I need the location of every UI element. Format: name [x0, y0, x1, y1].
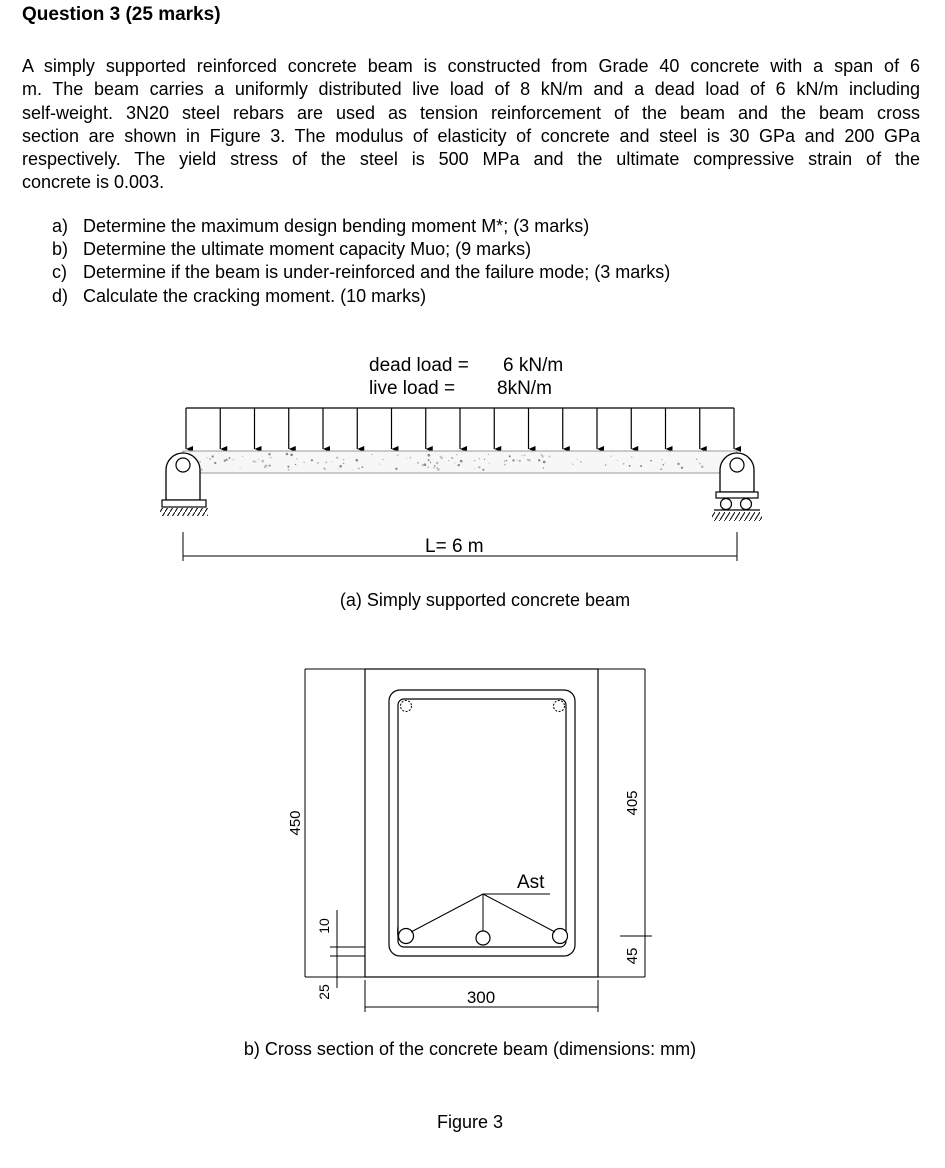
concrete-speckle	[379, 464, 380, 465]
concrete-speckle	[454, 462, 455, 463]
concrete-speckle	[701, 465, 704, 468]
tension-bar-right	[553, 929, 568, 944]
question-title: Question 3 (25 marks)	[22, 4, 221, 25]
concrete-speckle	[214, 462, 216, 464]
concrete-speckle	[681, 467, 683, 469]
concrete-speckle	[522, 455, 523, 456]
concrete-speckle	[548, 456, 550, 458]
concrete-speckle	[517, 460, 518, 461]
concrete-speckle	[336, 457, 338, 459]
dead-load-value: 6 kN/m	[503, 355, 564, 376]
concrete-speckle	[541, 455, 543, 457]
concrete-speckle	[270, 457, 272, 459]
concrete-speckle	[355, 459, 358, 462]
height-label: 450	[287, 810, 304, 836]
concrete-speckle	[430, 462, 431, 463]
concrete-speckle	[353, 469, 354, 470]
concrete-speckle	[303, 462, 305, 464]
concrete-speckle	[504, 461, 505, 462]
figure-label: Figure 3	[436, 1112, 504, 1132]
concrete-speckle	[474, 460, 475, 461]
beam-body	[183, 451, 737, 473]
concrete-speckle	[661, 459, 662, 460]
top-bar-right	[554, 701, 565, 712]
paragraph-line: m. The beam carries a uniformly distributed live load of 8 kN/m and a dead load of 6 kN/m including	[22, 79, 920, 100]
part-label: a)	[52, 216, 69, 236]
concrete-speckle	[343, 463, 344, 464]
concrete-speckle	[296, 458, 297, 459]
paragraph-line: section are shown in Figure 3. The modulus of elasticity of concrete and steel is 30 GPa and 200 GPa	[22, 125, 920, 146]
concrete-speckle	[524, 455, 526, 457]
concrete-speckle	[434, 465, 436, 467]
concrete-speckle	[295, 464, 296, 465]
concrete-speckle	[610, 456, 611, 457]
concrete-speckle	[528, 459, 531, 462]
concrete-speckle	[331, 461, 332, 462]
concrete-speckle	[699, 463, 701, 465]
concrete-speckle	[382, 459, 383, 460]
concrete-speckle	[698, 462, 699, 463]
concrete-speckle	[540, 454, 541, 455]
ast-label: Ast	[517, 872, 545, 893]
concrete-speckle	[436, 462, 439, 465]
concrete-speckle	[509, 455, 511, 457]
concrete-speckle	[209, 458, 211, 460]
concrete-speckle	[543, 461, 546, 464]
concrete-speckle	[395, 468, 397, 470]
part-text: Calculate the cracking moment. (10 marks)	[83, 285, 427, 306]
concrete-speckle	[422, 464, 424, 466]
concrete-speckle	[199, 461, 201, 463]
concrete-speckle	[229, 457, 231, 459]
concrete-speckle	[441, 457, 443, 459]
concrete-speckle	[460, 460, 463, 463]
concrete-speckle	[358, 467, 360, 469]
concrete-speckle	[206, 457, 207, 458]
concrete-speckle	[361, 466, 363, 468]
paragraph-line: self-weight. 3N20 steel rebars are used as tension reinforcement of the beam and the beam cross	[22, 102, 920, 123]
concrete-speckle	[538, 459, 540, 461]
concrete-speckle	[629, 465, 631, 467]
concrete-speckle	[317, 462, 319, 464]
cover-centroid-label: 45	[624, 947, 641, 965]
concrete-speckle	[428, 459, 430, 461]
concrete-speckle	[371, 454, 372, 455]
udl-arrows	[186, 408, 734, 449]
beam-caption: (a) Simply supported concrete beam	[339, 590, 631, 610]
part-label: d)	[52, 285, 69, 306]
concrete-speckle	[456, 454, 458, 456]
concrete-speckle	[512, 459, 514, 461]
concrete-speckle	[253, 460, 255, 462]
paragraph-line: respectively. The yield stress of the steel is 500 MPa and the ultimate compressive strain of the	[22, 149, 920, 170]
concrete-speckle	[650, 460, 652, 462]
effective-depth-label: 405	[624, 790, 641, 816]
concrete-speckle	[474, 469, 475, 470]
concrete-speckle	[343, 459, 345, 461]
concrete-speckle	[397, 454, 399, 456]
concrete-speckle	[660, 468, 662, 470]
part-label: c)	[52, 262, 67, 283]
paragraph-line: concrete is 0.003.	[22, 172, 165, 193]
part-text: Determine the maximum design bending moment M*; (3 marks)	[83, 216, 590, 236]
concrete-speckle	[664, 463, 665, 464]
concrete-speckle	[677, 463, 679, 465]
concrete-speckle	[324, 468, 325, 469]
concrete-speckle	[572, 463, 573, 464]
concrete-speckle	[631, 456, 633, 458]
concrete-speckle	[478, 466, 481, 469]
dead-load-label: dead load =	[369, 355, 469, 376]
concrete-speckle	[261, 460, 264, 463]
concrete-speckle	[448, 460, 449, 461]
concrete-speckle	[255, 461, 257, 463]
tension-bar-left	[399, 929, 414, 944]
width-label: 300	[466, 988, 496, 1007]
tension-bar-middle	[476, 931, 490, 945]
part-text: Determine if the beam is under-reinforced and the failure mode; (3 marks)	[83, 262, 671, 283]
concrete-speckle	[290, 453, 293, 456]
section-caption: b) Cross section of the concrete beam (dimensions: mm)	[243, 1039, 697, 1059]
concrete-speckle	[576, 459, 577, 460]
concrete-speckle	[662, 464, 664, 466]
concrete-speckle	[696, 458, 698, 460]
concrete-speckle	[288, 469, 290, 471]
live-load-label: live load =	[369, 378, 456, 399]
concrete-speckle	[258, 459, 259, 460]
concrete-speckle	[427, 466, 429, 468]
concrete-speckle	[580, 461, 581, 462]
concrete-speckle	[269, 465, 271, 467]
concrete-speckle	[286, 453, 289, 456]
concrete-speckle	[224, 459, 226, 461]
concrete-speckle	[339, 465, 342, 468]
concrete-speckle	[240, 468, 241, 469]
concrete-speckle	[482, 469, 484, 471]
concrete-speckle	[437, 468, 440, 471]
concrete-speckle	[504, 464, 506, 466]
concrete-speckle	[287, 466, 289, 468]
concrete-speckle	[311, 459, 313, 461]
concrete-speckle	[325, 461, 327, 463]
concrete-speckle	[640, 465, 642, 467]
concrete-speckle	[233, 459, 234, 460]
concrete-speckle	[484, 459, 485, 460]
concrete-speckle	[212, 455, 214, 457]
concrete-speckle	[605, 464, 606, 465]
concrete-speckle	[489, 462, 490, 463]
concrete-speckle	[617, 460, 618, 461]
concrete-speckle	[488, 454, 490, 456]
concrete-speckle	[451, 457, 453, 459]
concrete-speckle	[265, 464, 268, 467]
concrete-speckle	[268, 453, 270, 455]
cover-dim-label: 25	[316, 984, 332, 1000]
concrete-speckle	[519, 460, 521, 462]
part-text: Determine the ultimate moment capacity Muo; (9 marks)	[83, 239, 532, 260]
beam-diagram	[160, 355, 762, 610]
top-bar-left	[401, 701, 412, 712]
concrete-speckle	[226, 459, 228, 461]
span-label: L= 6 m	[425, 536, 484, 557]
concrete-speckle	[406, 458, 407, 459]
concrete-speckle	[201, 469, 203, 471]
concrete-speckle	[623, 463, 625, 465]
cross-section-diagram	[244, 669, 696, 1059]
concrete-speckle	[242, 456, 243, 457]
concrete-speckle	[506, 460, 508, 462]
concrete-speckle	[433, 467, 435, 469]
stirrup-dim-label: 10	[316, 918, 332, 934]
paragraph-line: A simply supported reinforced concrete beam is constructed from Grade 40 concrete with a span of 6	[22, 56, 920, 76]
concrete-speckle	[428, 454, 431, 457]
concrete-speckle	[410, 457, 412, 459]
concrete-speckle	[478, 458, 480, 460]
live-load-value: 8kN/m	[497, 378, 552, 399]
concrete-speckle	[543, 467, 544, 468]
part-label: b)	[52, 239, 69, 260]
concrete-speckle	[458, 464, 460, 466]
concrete-speckle	[417, 462, 419, 464]
concrete-speckle	[338, 469, 339, 470]
